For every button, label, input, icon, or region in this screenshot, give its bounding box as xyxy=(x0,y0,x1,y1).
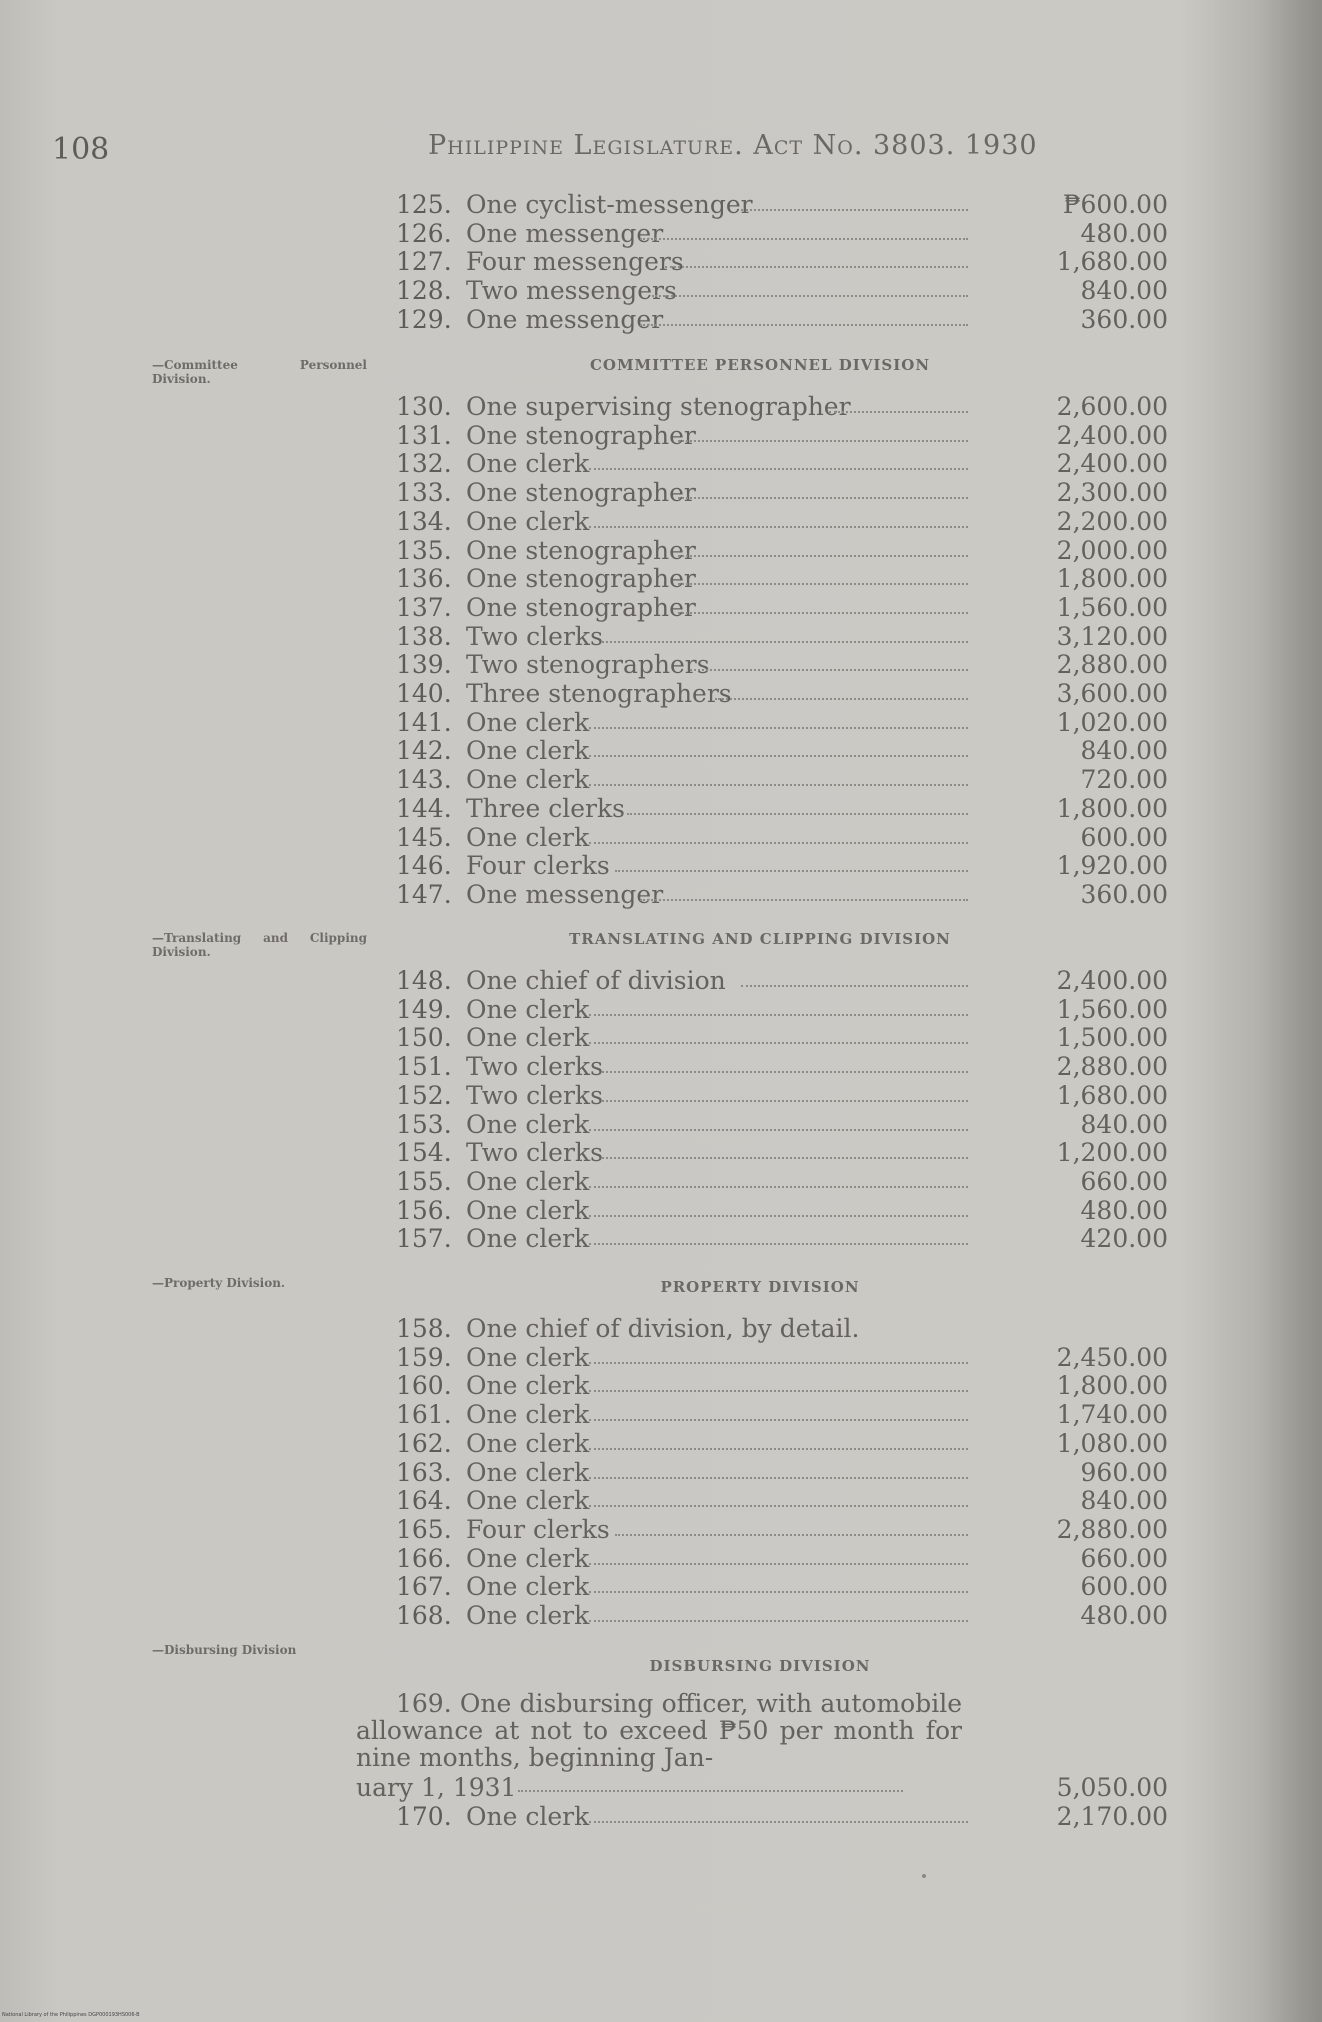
item-description: One supervising stenographer xyxy=(466,392,851,421)
item-number: 132. xyxy=(396,449,452,479)
item-number: 145. xyxy=(396,822,452,852)
item-amount: 480.00 xyxy=(1080,218,1168,248)
dot-leader xyxy=(678,497,968,499)
line-item xyxy=(396,1138,1168,1167)
line-item xyxy=(396,392,1168,421)
line-item xyxy=(396,593,1168,622)
item-amount: 660.00 xyxy=(1080,1166,1168,1196)
line-item xyxy=(396,851,1168,880)
dot-leader xyxy=(602,1100,968,1102)
line-item xyxy=(396,1486,1168,1515)
item-number: 168. xyxy=(396,1601,452,1630)
line-item xyxy=(396,1601,1168,1630)
dot-leader xyxy=(589,755,968,757)
dot-leader xyxy=(678,583,968,585)
item-amount: 1,800.00 xyxy=(1056,1371,1168,1401)
item-description: Four clerks xyxy=(466,851,610,881)
item-amount: 360.00 xyxy=(1080,304,1168,334)
line-item xyxy=(396,1343,1168,1372)
dot-leader xyxy=(602,1157,968,1159)
dot-leader xyxy=(715,698,968,700)
item-number: 151. xyxy=(396,1052,452,1082)
item-number: 131. xyxy=(396,420,452,450)
dot-leader xyxy=(518,1790,903,1792)
line-item xyxy=(396,564,1168,593)
line-item xyxy=(396,507,1168,536)
line-item xyxy=(396,449,1168,478)
dot-leader xyxy=(589,784,968,786)
dot-leader xyxy=(678,555,968,557)
item-description: One clerk xyxy=(466,1224,590,1254)
item-amount: 1,020.00 xyxy=(1056,707,1168,737)
line-item xyxy=(396,1196,1168,1225)
item-amount: 600.00 xyxy=(1080,822,1168,852)
item-description: One chief of division xyxy=(466,966,726,995)
dot-leader xyxy=(678,440,968,442)
dot-leader xyxy=(589,842,968,844)
dot-leader xyxy=(589,1477,968,1479)
dot-leader xyxy=(640,238,968,240)
item-description: One clerk xyxy=(466,1457,590,1487)
item-number: 153. xyxy=(396,1109,452,1139)
line-item xyxy=(396,1429,1168,1458)
item-description: One clerk xyxy=(466,994,590,1024)
section-heading: DISBURSING DIVISION xyxy=(649,1657,871,1675)
item-amount: 960.00 xyxy=(1080,1457,1168,1487)
item-amount: 3,120.00 xyxy=(1056,621,1168,651)
dot-leader xyxy=(589,1563,968,1565)
item-number: 156. xyxy=(396,1195,452,1225)
line-item xyxy=(396,536,1168,565)
item-description: Three stenographers xyxy=(466,679,732,708)
running-head: Philippine Legislature. Act No. 3803. 1930 xyxy=(428,130,1038,161)
item-description: One clerk xyxy=(466,1428,590,1458)
item-amount: 2,450.00 xyxy=(1056,1342,1168,1372)
line-item xyxy=(396,1572,1168,1601)
item-description: One stenographer xyxy=(466,478,696,508)
line-item xyxy=(396,1400,1168,1429)
item-number: 155. xyxy=(396,1166,452,1196)
item-description: One clerk xyxy=(466,736,590,766)
item-number: 129. xyxy=(396,304,452,334)
item-amount: 2,200.00 xyxy=(1056,506,1168,536)
dot-leader xyxy=(589,1186,968,1188)
dot-leader xyxy=(602,641,968,643)
item-description: One clerk xyxy=(466,707,590,737)
item-amount: 1,560.00 xyxy=(1056,592,1168,622)
item-number: 142. xyxy=(396,736,452,766)
item-amount: 3,600.00 xyxy=(1056,679,1168,708)
item-number: 154. xyxy=(396,1138,452,1168)
dot-leader xyxy=(589,1362,968,1364)
item-number: 150. xyxy=(396,1023,452,1053)
line-item xyxy=(396,650,1168,679)
dot-leader xyxy=(589,468,968,470)
scan-credit: National Library of the Philippines DGP000193HS006-B xyxy=(2,2012,140,2018)
line-item xyxy=(396,765,1168,794)
item-description: Two clerks xyxy=(466,621,603,651)
item-amount: 1,740.00 xyxy=(1056,1400,1168,1430)
section-heading: TRANSLATING AND CLIPPING DIVISION xyxy=(569,930,951,948)
line-item xyxy=(396,736,1168,765)
item-description: One clerk xyxy=(466,1572,590,1602)
item-amount: 2,000.00 xyxy=(1056,535,1168,565)
print-speck xyxy=(922,1874,926,1878)
dot-leader xyxy=(589,1419,968,1421)
item-amount: 2,600.00 xyxy=(1056,392,1168,421)
dot-leader xyxy=(741,985,968,987)
margin-note: —Property Division. xyxy=(152,1276,286,1290)
item-description: One clerk xyxy=(466,1195,590,1225)
item-amount: 2,170.00 xyxy=(1056,1802,1168,1831)
dot-leader xyxy=(589,727,968,729)
item-number: 135. xyxy=(396,535,452,565)
item-number: 162. xyxy=(396,1428,452,1458)
item-number: 147. xyxy=(396,879,452,909)
item-amount: 420.00 xyxy=(1080,1224,1168,1254)
dot-leader xyxy=(589,1821,968,1823)
item-description: One clerk xyxy=(466,1601,590,1630)
item-amount: 2,880.00 xyxy=(1056,1514,1168,1544)
item-number: 161. xyxy=(396,1400,452,1430)
line-item xyxy=(396,1802,1168,1831)
item-description: One clerk xyxy=(466,1023,590,1053)
item-description: One clerk xyxy=(466,765,590,795)
item-amount: 480.00 xyxy=(1080,1195,1168,1225)
item-description: One stenographer xyxy=(466,535,696,565)
item-number: 159. xyxy=(396,1342,452,1372)
item-amount: 2,300.00 xyxy=(1056,478,1168,508)
margin-note: —Disbursing Division xyxy=(152,1643,297,1657)
item-description: One clerk xyxy=(466,1371,590,1401)
item-description: One clerk xyxy=(466,1166,590,1196)
item-number: 139. xyxy=(396,650,452,680)
line-item xyxy=(396,1023,1168,1052)
item-number: 157. xyxy=(396,1224,452,1254)
line-item xyxy=(396,478,1168,507)
item-number: 127. xyxy=(396,247,452,277)
dot-leader xyxy=(665,266,968,268)
dot-leader xyxy=(589,1042,968,1044)
item-number: 141. xyxy=(396,707,452,737)
line-item xyxy=(396,880,1168,909)
item-amount: 1,920.00 xyxy=(1056,851,1168,881)
item-description: One clerk xyxy=(466,1543,590,1573)
item-amount: 720.00 xyxy=(1080,765,1168,795)
line-item xyxy=(396,1314,1168,1343)
item-description: Two clerks xyxy=(466,1080,603,1110)
item-amount: 360.00 xyxy=(1080,879,1168,909)
item-description: Two clerks xyxy=(466,1052,603,1082)
dot-leader xyxy=(589,1505,968,1507)
line-item xyxy=(396,190,1168,219)
dot-leader xyxy=(589,1014,968,1016)
dot-leader xyxy=(589,1215,968,1217)
line-item xyxy=(396,1371,1168,1400)
line-item xyxy=(396,1081,1168,1110)
item-amount: 480.00 xyxy=(1080,1601,1168,1630)
item-amount: 1,500.00 xyxy=(1056,1023,1168,1053)
item-number: 130. xyxy=(396,392,452,421)
page-number: 108 xyxy=(52,132,110,167)
item-number: 146. xyxy=(396,851,452,881)
item-description: Three clerks xyxy=(466,793,625,823)
item-description: One stenographer xyxy=(466,420,696,450)
item-number: 160. xyxy=(396,1371,452,1401)
item-description: One clerk xyxy=(466,1342,590,1372)
item-paragraph-last-text: uary 1, 1931 xyxy=(356,1773,517,1802)
item-description: One clerk xyxy=(466,822,590,852)
item-amount: 600.00 xyxy=(1080,1572,1168,1602)
item-amount: 840.00 xyxy=(1080,1486,1168,1516)
item-amount: 1,680.00 xyxy=(1056,1080,1168,1110)
item-amount: 660.00 xyxy=(1080,1543,1168,1573)
item-description: Two messengers xyxy=(466,276,677,306)
dot-leader xyxy=(589,526,968,528)
item-amount: 1,800.00 xyxy=(1056,793,1168,823)
line-item xyxy=(396,708,1168,737)
item-amount: 1,080.00 xyxy=(1056,1428,1168,1458)
item-number: 166. xyxy=(396,1543,452,1573)
item-number: 137. xyxy=(396,592,452,622)
dot-leader xyxy=(741,209,968,211)
item-number: 143. xyxy=(396,765,452,795)
dot-leader xyxy=(615,870,968,872)
item-number: 138. xyxy=(396,621,452,651)
item-amount: 840.00 xyxy=(1080,276,1168,306)
dot-leader xyxy=(640,324,968,326)
item-description: One stenographer xyxy=(466,592,696,622)
item-number: 167. xyxy=(396,1572,452,1602)
item-description: One chief of division, by detail. xyxy=(466,1314,860,1343)
item-description: Two stenographers xyxy=(466,650,710,680)
item-amount: 1,680.00 xyxy=(1056,247,1168,277)
line-item xyxy=(396,966,1168,995)
item-description: Two clerks xyxy=(466,1138,603,1168)
item-number: 128. xyxy=(396,276,452,306)
item-amount: 2,400.00 xyxy=(1056,420,1168,450)
line-item xyxy=(396,1224,1168,1253)
dot-leader xyxy=(615,1534,968,1536)
item-amount: ₱600.00 xyxy=(1062,190,1168,219)
item-amount: 1,800.00 xyxy=(1056,564,1168,594)
line-item xyxy=(396,1167,1168,1196)
item-description: Four clerks xyxy=(466,1514,610,1544)
item-description: One clerk xyxy=(466,506,590,536)
item-number: 126. xyxy=(396,218,452,248)
item-number: 140. xyxy=(396,679,452,708)
dot-leader xyxy=(589,1390,968,1392)
margin-note: —Translating and Clipping Division. xyxy=(152,931,367,959)
item-number: 170. xyxy=(396,1802,452,1831)
item-amount: 5,050.00 xyxy=(1056,1773,1168,1802)
dot-leader xyxy=(602,1071,968,1073)
line-item xyxy=(396,276,1168,305)
line-item xyxy=(396,1110,1168,1139)
item-number: 133. xyxy=(396,478,452,508)
dot-leader xyxy=(627,813,968,815)
item-number: 134. xyxy=(396,506,452,536)
dot-leader xyxy=(678,612,968,614)
item-amount: 1,200.00 xyxy=(1056,1138,1168,1168)
item-number: 164. xyxy=(396,1486,452,1516)
item-description: One clerk xyxy=(466,1486,590,1516)
item-description: One stenographer xyxy=(466,564,696,594)
line-item xyxy=(396,1052,1168,1081)
line-item xyxy=(396,1515,1168,1544)
line-item xyxy=(396,794,1168,823)
item-description: One messenger xyxy=(466,218,664,248)
line-item xyxy=(396,995,1168,1024)
section-heading: COMMITTEE PERSONNEL DIVISION xyxy=(589,356,931,374)
dot-leader xyxy=(652,295,968,297)
item-amount: 2,880.00 xyxy=(1056,650,1168,680)
item-number: 165. xyxy=(396,1514,452,1544)
item-description: One messenger xyxy=(466,879,664,909)
item-number: 149. xyxy=(396,994,452,1024)
line-item xyxy=(396,421,1168,450)
dot-leader xyxy=(690,669,968,671)
item-paragraph-last-line xyxy=(356,1773,962,1802)
line-item xyxy=(396,823,1168,852)
item-description: One cyclist-messenger xyxy=(466,190,753,219)
item-description: One clerk xyxy=(466,1109,590,1139)
line-item xyxy=(396,679,1168,708)
item-description: Four messengers xyxy=(466,247,684,277)
dot-leader xyxy=(589,1243,968,1245)
item-number: 125. xyxy=(396,190,452,219)
item-number: 152. xyxy=(396,1080,452,1110)
item-number: 158. xyxy=(396,1314,452,1343)
margin-note: —Committee Personnel Division. xyxy=(152,358,367,386)
item-amount: 2,880.00 xyxy=(1056,1052,1168,1082)
item-paragraph: 169. One disbursing officer, with automobile allowance at not to exceed ₱50 per month for nine months, beginning Jan- xyxy=(356,1689,962,1772)
dot-leader xyxy=(589,1620,968,1622)
line-item xyxy=(396,1544,1168,1573)
dot-leader xyxy=(640,899,968,901)
item-description: One clerk xyxy=(466,1802,590,1831)
item-amount: 840.00 xyxy=(1080,736,1168,766)
section-heading: PROPERTY DIVISION xyxy=(660,1278,860,1296)
item-number: 163. xyxy=(396,1457,452,1487)
dot-leader xyxy=(589,1591,968,1593)
item-description: One messenger xyxy=(466,304,664,334)
item-number: 136. xyxy=(396,564,452,594)
item-amount: 2,400.00 xyxy=(1056,966,1168,995)
line-item xyxy=(396,1458,1168,1487)
item-amount: 2,400.00 xyxy=(1056,449,1168,479)
dot-leader xyxy=(589,1448,968,1450)
line-item xyxy=(396,622,1168,651)
item-number: 148. xyxy=(396,966,452,995)
line-item xyxy=(396,305,1168,334)
line-item xyxy=(396,219,1168,248)
line-item xyxy=(396,247,1168,276)
dot-leader xyxy=(589,1129,968,1131)
item-description: One clerk xyxy=(466,449,590,479)
item-number: 144. xyxy=(396,793,452,823)
item-description: One clerk xyxy=(466,1400,590,1430)
item-amount: 1,560.00 xyxy=(1056,994,1168,1024)
dot-leader xyxy=(829,411,968,413)
item-amount: 840.00 xyxy=(1080,1109,1168,1139)
